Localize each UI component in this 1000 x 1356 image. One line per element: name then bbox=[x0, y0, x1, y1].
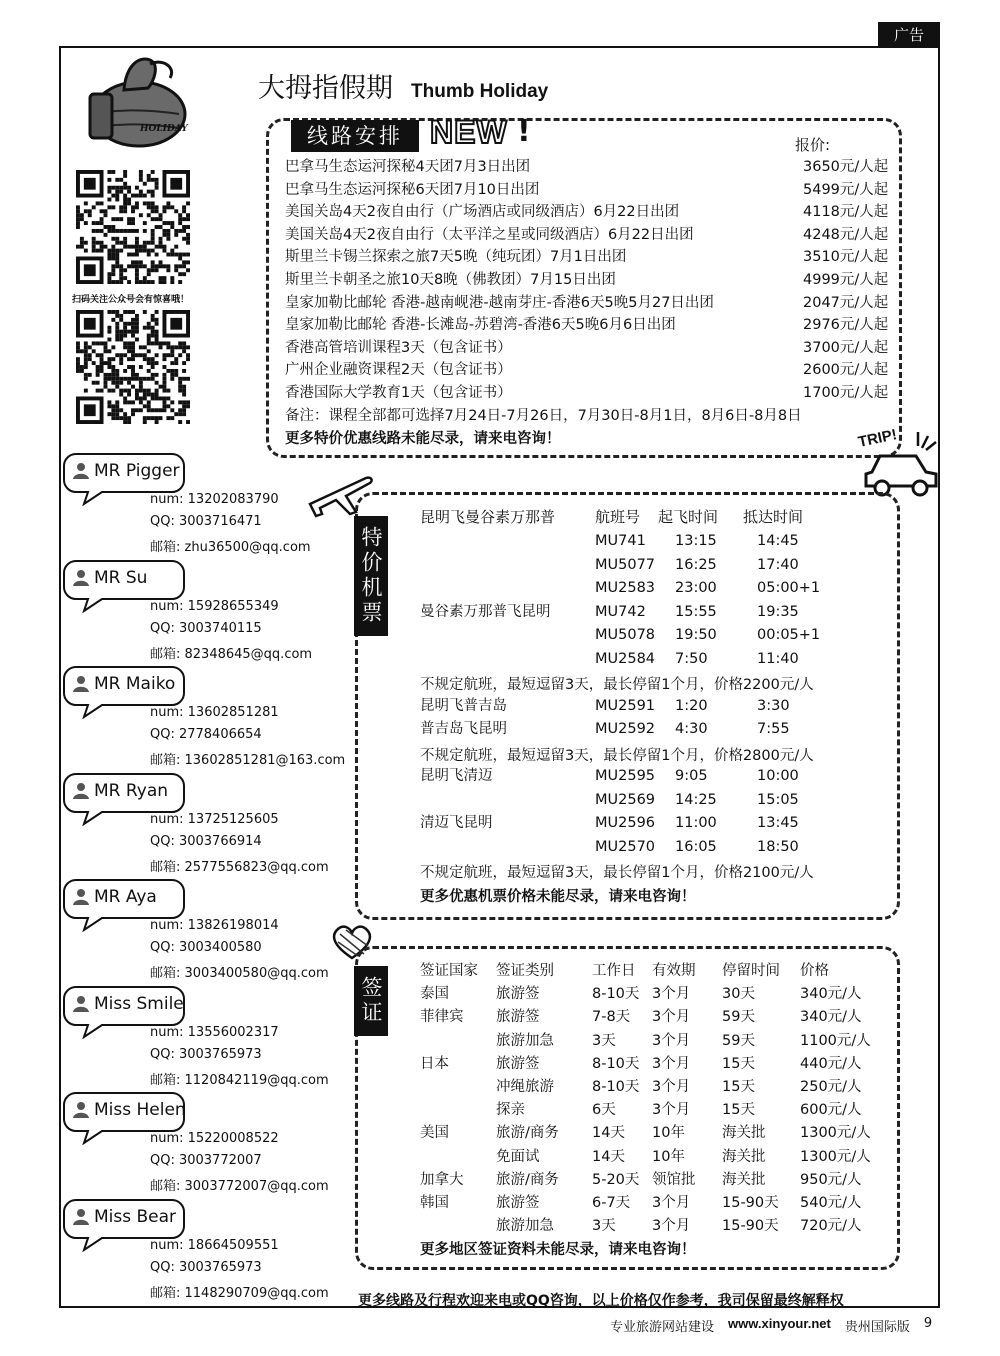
ad-tag: 广告 bbox=[878, 22, 940, 48]
visa-country: 日本 bbox=[420, 1055, 449, 1072]
route-name: 斯里兰卡朝圣之旅10天8晚（佛教团）7月15日出团 bbox=[285, 271, 616, 288]
visa-stay: 59天 bbox=[722, 1032, 755, 1049]
contact-phone: num: 13602851281 bbox=[150, 705, 279, 720]
visa-header-stay: 停留时间 bbox=[722, 963, 780, 979]
flight-no: MU2591 bbox=[595, 697, 656, 714]
flight-route: 清迈飞昆明 bbox=[420, 815, 493, 831]
visa-type: 旅游加急 bbox=[496, 1032, 554, 1049]
flight-dep: 16:05 bbox=[675, 838, 717, 855]
route-item bbox=[285, 224, 895, 247]
visa-country: 菲律宾 bbox=[420, 1009, 464, 1026]
visa-header-days: 工作日 bbox=[592, 963, 636, 979]
contact-qq: QQ: 3003400580 bbox=[150, 940, 262, 955]
contact-email: 邮箱: 82348645@qq.com bbox=[150, 646, 313, 662]
flight-header-no: 航班号 bbox=[595, 508, 641, 526]
flight-route: 普吉岛飞昆明 bbox=[420, 721, 507, 737]
visa-stay: 59天 bbox=[722, 1009, 755, 1026]
contact-qq: QQ: 2778406654 bbox=[150, 727, 262, 742]
visa-country: 加拿大 bbox=[420, 1171, 464, 1188]
visa-header-type: 签证类别 bbox=[496, 963, 554, 979]
flight-no: MU5078 bbox=[595, 627, 656, 643]
flight-no: MU2584 bbox=[595, 650, 656, 667]
contact-email: 邮箱: 3003772007@qq.com bbox=[150, 1179, 329, 1194]
visa-days: 5-20天 bbox=[592, 1171, 640, 1188]
contact-card bbox=[62, 665, 346, 769]
new-badge: NEW bbox=[430, 114, 508, 150]
visa-type: 旅游加急 bbox=[496, 1218, 554, 1235]
route-item bbox=[285, 269, 895, 292]
contact-name: Miss Bear bbox=[94, 1206, 177, 1227]
flight-no: MU2595 bbox=[595, 768, 656, 784]
visa-stay: 15-90天 bbox=[722, 1218, 779, 1235]
contact-name: MR Su bbox=[94, 567, 148, 588]
brand-name-en: Thumb Holiday bbox=[411, 81, 549, 102]
contact-email: 邮箱: zhu36500@qq.com bbox=[150, 540, 311, 555]
contact-email: 邮箱: 1148290709@qq.com bbox=[150, 1285, 329, 1301]
route-price: 2976元/人起 bbox=[803, 317, 889, 334]
flight-dep: 4:30 bbox=[675, 721, 708, 737]
visa-valid: 10年 bbox=[652, 1148, 685, 1165]
contact-card bbox=[62, 1091, 342, 1195]
visa-price: 720元/人 bbox=[800, 1218, 862, 1235]
flight-no: MU2569 bbox=[595, 791, 656, 808]
footer-note: 更多线路及行程欢迎来电或QQ咨询，以上价格仅作参考，我司保留最终解释权 bbox=[358, 1293, 844, 1309]
footer-page: 9 bbox=[923, 1316, 933, 1331]
route-name: 斯里兰卡锡兰探索之旅7天5晚（纯玩团）7月1日出团 bbox=[285, 249, 627, 266]
contact-card bbox=[62, 559, 342, 663]
route-note: 备注：课程全部都可选择7月24日-7月26日，7月30日-8月1日，8月6日-8月8日 bbox=[285, 408, 802, 424]
trip-label: TRIP! bbox=[856, 426, 899, 451]
brand-title bbox=[258, 66, 548, 105]
flight-note: 更多优惠机票价格未能尽录，请来电咨询！ bbox=[420, 888, 696, 905]
flight-dep: 7:50 bbox=[675, 650, 708, 667]
contact-phone: num: 13826198014 bbox=[150, 918, 279, 933]
speech-bubble-icon bbox=[62, 559, 186, 601]
flight-note: 不规定航班，最短逗留3天，最长停留1个月，价格2800元/人 bbox=[420, 747, 814, 764]
route-name: 皇家加勒比邮轮 香港-越南岘港-越南芽庄-香港6天5晚5月27日出团 bbox=[285, 294, 714, 311]
route-item bbox=[285, 201, 895, 224]
visa-days: 6-7天 bbox=[592, 1195, 631, 1211]
contact-phone: num: 18664509551 bbox=[150, 1237, 279, 1253]
route-item bbox=[285, 337, 895, 360]
flight-dep: 9:05 bbox=[675, 768, 708, 784]
visa-stay: 海关批 bbox=[722, 1125, 766, 1142]
flight-dep: 11:00 bbox=[675, 815, 717, 831]
visa-valid: 3个月 bbox=[652, 1009, 691, 1026]
route-name: 美国关岛4天2夜自由行（太平洋之星或同级酒店）6月22日出团 bbox=[285, 226, 694, 243]
visa-price: 600元/人 bbox=[800, 1102, 862, 1119]
flight-no: MU2570 bbox=[595, 838, 656, 855]
visa-price: 440元/人 bbox=[800, 1055, 862, 1072]
flight-dep: 16:25 bbox=[675, 556, 717, 573]
route-name: 广州企业融资课程2天（包含证书） bbox=[285, 362, 512, 379]
speech-bubble-icon bbox=[62, 452, 186, 494]
visa-days: 3天 bbox=[592, 1218, 616, 1235]
flight-arr: 13:45 bbox=[757, 815, 799, 831]
visa-stay: 15天 bbox=[722, 1102, 755, 1119]
route-price: 4248元/人起 bbox=[803, 226, 889, 243]
flight-no: MU2592 bbox=[595, 721, 656, 737]
route-price: 3650元/人起 bbox=[803, 159, 889, 175]
contact-email: 邮箱: 13602851281@163.com bbox=[150, 753, 346, 768]
visa-type: 冲绳旅游 bbox=[496, 1079, 554, 1095]
visa-type: 旅游/商务 bbox=[496, 1171, 559, 1188]
contact-qq: QQ: 3003765973 bbox=[150, 1046, 262, 1062]
visa-header-price: 价格 bbox=[800, 963, 829, 979]
flight-note: 不规定航班，最短逗留3天，最长停留1个月，价格2200元/人 bbox=[420, 677, 814, 693]
route-name: 美国关岛4天2夜自由行（广场酒店或同级酒店）6月22日出团 bbox=[285, 204, 680, 221]
speech-bubble-icon bbox=[62, 1091, 186, 1133]
route-price: 3510元/人起 bbox=[803, 249, 889, 266]
route-item bbox=[285, 382, 895, 405]
visa-days: 14天 bbox=[592, 1148, 625, 1165]
flight-no: MU2596 bbox=[595, 815, 656, 831]
speech-bubble-icon bbox=[62, 1198, 186, 1240]
flight-route: 昆明飞普吉岛 bbox=[420, 697, 507, 714]
visa-valid: 领馆批 bbox=[652, 1171, 696, 1188]
contact-qq: QQ: 3003716471 bbox=[150, 514, 262, 529]
visa-section-title: 签证 bbox=[354, 966, 388, 1036]
footer-slogan: 专业旅游网站建设 bbox=[610, 1320, 715, 1335]
visa-stay: 海关批 bbox=[722, 1148, 766, 1165]
route-price: 4118元/人起 bbox=[803, 204, 889, 221]
footer-site: www.xinyour.net bbox=[728, 1316, 831, 1331]
contact-name: MR Aya bbox=[94, 887, 157, 907]
contact-card bbox=[62, 985, 342, 1089]
flight-dep: 23:00 bbox=[675, 580, 717, 596]
visa-valid: 3个月 bbox=[652, 1055, 691, 1072]
flight-no: MU2583 bbox=[595, 580, 656, 596]
visa-stay: 15-90天 bbox=[722, 1195, 779, 1211]
visa-type: 免面试 bbox=[496, 1148, 540, 1165]
visa-country: 韩国 bbox=[420, 1195, 449, 1211]
price-header: 报价: bbox=[795, 136, 831, 154]
route-more: 更多特价优惠线路未能尽录，请来电咨询！ bbox=[285, 431, 561, 447]
visa-price: 1300元/人 bbox=[800, 1125, 871, 1142]
visa-days: 8-10天 bbox=[592, 1079, 640, 1095]
flight-no: MU5077 bbox=[595, 556, 656, 573]
visa-price: 340元/人 bbox=[800, 986, 862, 1003]
flight-header-route: 昆明飞曼谷素万那普 bbox=[420, 508, 556, 526]
flight-dep: 14:25 bbox=[675, 791, 717, 808]
contact-card bbox=[62, 1198, 342, 1302]
route-list bbox=[285, 156, 895, 405]
flight-dep: 13:15 bbox=[675, 533, 717, 549]
contact-name: MR Pigger bbox=[94, 461, 180, 481]
speech-bubble-icon bbox=[62, 985, 186, 1027]
flight-dep: 19:50 bbox=[675, 627, 717, 643]
flight-arr: 10:00 bbox=[757, 768, 799, 784]
visa-more: 更多地区签证资料未能尽录，请来电咨询！ bbox=[420, 1242, 696, 1259]
visa-country: 美国 bbox=[420, 1125, 449, 1142]
visa-price: 340元/人 bbox=[800, 1009, 862, 1026]
qr-code-icon bbox=[76, 170, 190, 284]
visa-valid: 3个月 bbox=[652, 1079, 691, 1095]
contact-name: MR Maiko bbox=[94, 674, 176, 694]
visa-valid: 3个月 bbox=[652, 1032, 691, 1049]
route-item bbox=[285, 292, 895, 315]
route-item bbox=[285, 246, 895, 269]
flights-section-title: 特价机票 bbox=[354, 516, 388, 636]
contact-phone: num: 13202083790 bbox=[150, 492, 279, 507]
flight-arr: 19:35 bbox=[757, 603, 799, 620]
flight-arr: 11:40 bbox=[757, 650, 799, 667]
visa-type: 旅游签 bbox=[496, 986, 540, 1003]
contact-email: 邮箱: 1120842119@qq.com bbox=[150, 1072, 329, 1088]
route-price: 5499元/人起 bbox=[803, 181, 889, 198]
visa-price: 1300元/人 bbox=[800, 1148, 871, 1165]
contact-card bbox=[62, 452, 342, 556]
visa-country: 泰国 bbox=[420, 986, 449, 1003]
route-price: 3700元/人起 bbox=[803, 339, 889, 356]
flight-route: 昆明飞清迈 bbox=[420, 768, 493, 784]
visa-days: 3天 bbox=[592, 1032, 616, 1049]
contact-email: 邮箱: 2577556823@qq.com bbox=[150, 859, 329, 875]
flight-note: 不规定航班，最短逗留3天，最长停留1个月，价格2100元/人 bbox=[420, 865, 814, 881]
visa-header-country: 签证国家 bbox=[420, 963, 478, 979]
contact-phone: num: 13725125605 bbox=[150, 811, 279, 827]
speech-bubble-icon bbox=[62, 772, 186, 814]
route-name: 香港国际大学教育1天（包含证书） bbox=[285, 384, 512, 401]
flight-no: MU741 bbox=[595, 533, 646, 549]
visa-valid: 3个月 bbox=[652, 1195, 691, 1211]
visa-days: 7-8天 bbox=[592, 1009, 631, 1026]
contact-card bbox=[62, 878, 342, 982]
visa-type: 旅游/商务 bbox=[496, 1125, 559, 1142]
visa-type: 探亲 bbox=[496, 1102, 525, 1119]
route-item bbox=[285, 156, 895, 179]
flight-route: 曼谷素万那普飞昆明 bbox=[420, 603, 551, 620]
visa-stay: 30天 bbox=[722, 986, 755, 1003]
contact-card bbox=[62, 772, 342, 876]
flight-header-dep: 起飞时间 bbox=[658, 508, 719, 526]
speech-bubble-icon bbox=[62, 665, 186, 707]
visa-valid: 3个月 bbox=[652, 986, 691, 1003]
qr-caption: 扫码关注公众号会有惊喜哦！ bbox=[72, 295, 190, 305]
visa-valid: 10年 bbox=[652, 1125, 685, 1142]
flight-header-arr: 抵达时间 bbox=[743, 508, 804, 526]
flight-dep: 15:55 bbox=[675, 603, 717, 620]
visa-valid: 3个月 bbox=[652, 1218, 691, 1235]
contact-phone: num: 15928655349 bbox=[150, 598, 279, 614]
visa-header-valid: 有效期 bbox=[652, 963, 696, 979]
contact-phone: num: 15220008522 bbox=[150, 1131, 279, 1146]
visa-type: 旅游签 bbox=[496, 1195, 540, 1211]
flight-arr: 17:40 bbox=[757, 556, 799, 573]
contact-qq: QQ: 3003740115 bbox=[150, 620, 262, 636]
route-price: 4999元/人起 bbox=[803, 271, 889, 288]
page-footer bbox=[610, 1316, 932, 1335]
qr-code-icon bbox=[76, 310, 190, 424]
flight-arr: 05:00+1 bbox=[757, 580, 821, 596]
route-name: 巴拿马生态运河探秘6天团7月10日出团 bbox=[285, 181, 540, 198]
route-name: 香港高管培训课程3天（包含证书） bbox=[285, 339, 512, 356]
route-item bbox=[285, 314, 895, 337]
flight-no: MU742 bbox=[595, 603, 646, 620]
flight-arr: 15:05 bbox=[757, 791, 799, 808]
visa-stay: 15天 bbox=[722, 1055, 755, 1072]
brand-name-cn: 大拇指假期 bbox=[258, 73, 393, 104]
flight-arr: 00:05+1 bbox=[757, 627, 821, 643]
visa-days: 14天 bbox=[592, 1125, 625, 1142]
route-item bbox=[285, 359, 895, 382]
visa-days: 6天 bbox=[592, 1102, 616, 1119]
visa-valid: 3个月 bbox=[652, 1102, 691, 1119]
contact-name: Miss Smile bbox=[94, 993, 184, 1014]
flight-arr: 18:50 bbox=[757, 838, 799, 855]
route-price: 1700元/人起 bbox=[803, 384, 889, 401]
routes-section-title: 线路安排 bbox=[291, 120, 419, 152]
contact-qq: QQ: 3003772007 bbox=[150, 1153, 262, 1168]
footer-edition: 贵州国际版 bbox=[844, 1320, 910, 1335]
visa-price: 1100元/人 bbox=[800, 1032, 871, 1049]
visa-days: 8-10天 bbox=[592, 1055, 640, 1072]
flight-arr: 3:30 bbox=[757, 697, 790, 714]
flight-arr: 14:45 bbox=[757, 533, 799, 549]
route-name: 皇家加勒比邮轮 香港-长滩岛-苏碧湾-香港6天5晚6月6日出团 bbox=[285, 317, 676, 334]
route-price: 2047元/人起 bbox=[803, 294, 889, 311]
flight-dep: 1:20 bbox=[675, 697, 708, 714]
visa-days: 8-10天 bbox=[592, 986, 640, 1003]
new-badge-bang: ! bbox=[517, 114, 531, 149]
route-price: 2600元/人起 bbox=[803, 362, 889, 379]
contact-phone: num: 13556002317 bbox=[150, 1024, 279, 1040]
route-item bbox=[285, 179, 895, 202]
visa-price: 540元/人 bbox=[800, 1195, 862, 1211]
contact-qq: QQ: 3003765973 bbox=[150, 1259, 262, 1275]
visa-price: 950元/人 bbox=[800, 1171, 862, 1188]
route-name: 巴拿马生态运河探秘4天团7月3日出团 bbox=[285, 159, 531, 175]
visa-stay: 15天 bbox=[722, 1079, 755, 1095]
contact-qq: QQ: 3003766914 bbox=[150, 833, 262, 849]
logo-holiday-label: HOLIDAY bbox=[140, 124, 188, 134]
visa-price: 250元/人 bbox=[800, 1079, 862, 1095]
flight-arr: 7:55 bbox=[757, 721, 790, 737]
contact-name: Miss Helen bbox=[94, 1100, 186, 1120]
visa-type: 旅游签 bbox=[496, 1009, 540, 1026]
speech-bubble-icon bbox=[62, 878, 186, 920]
visa-type: 旅游签 bbox=[496, 1055, 540, 1072]
contact-name: MR Ryan bbox=[94, 780, 169, 801]
visa-stay: 海关批 bbox=[722, 1171, 766, 1188]
contact-email: 邮箱: 3003400580@qq.com bbox=[150, 966, 329, 981]
